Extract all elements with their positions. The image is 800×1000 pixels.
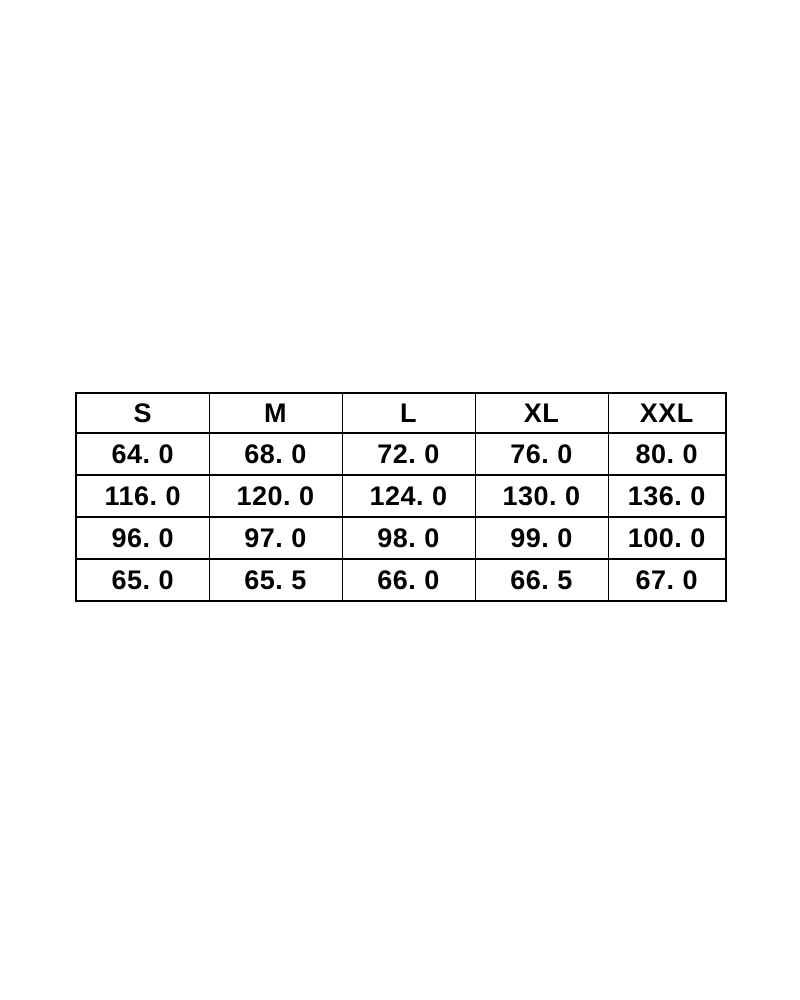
table-cell: 76. 0: [475, 433, 608, 475]
table-row: [76, 517, 726, 559]
table-cell: 130. 0: [475, 475, 608, 517]
table-cell: 116. 0: [76, 475, 209, 517]
column-header-xl: XL: [475, 393, 608, 433]
table-cell: 64. 0: [76, 433, 209, 475]
column-header-xxl: XXL: [608, 393, 726, 433]
header-row: [76, 393, 726, 433]
table-cell: 136. 0: [608, 475, 726, 517]
table-cell: 66. 0: [342, 559, 475, 601]
size-chart-table: [75, 392, 727, 602]
table-row: [76, 433, 726, 475]
table-cell: 72. 0: [342, 433, 475, 475]
table-cell: 96. 0: [76, 517, 209, 559]
table-cell: 120. 0: [209, 475, 342, 517]
column-header-s: S: [76, 393, 209, 433]
column-header-l: L: [342, 393, 475, 433]
table-cell: 68. 0: [209, 433, 342, 475]
table-cell: 124. 0: [342, 475, 475, 517]
table-cell: 99. 0: [475, 517, 608, 559]
table-cell: 66. 5: [475, 559, 608, 601]
table-cell: 80. 0: [608, 433, 726, 475]
table-cell: 100. 0: [608, 517, 726, 559]
table-cell: 97. 0: [209, 517, 342, 559]
table-row: [76, 475, 726, 517]
table-cell: 65. 5: [209, 559, 342, 601]
table-cell: 65. 0: [76, 559, 209, 601]
column-header-m: M: [209, 393, 342, 433]
table-row: [76, 559, 726, 601]
table-cell: 98. 0: [342, 517, 475, 559]
table-cell: 67. 0: [608, 559, 726, 601]
